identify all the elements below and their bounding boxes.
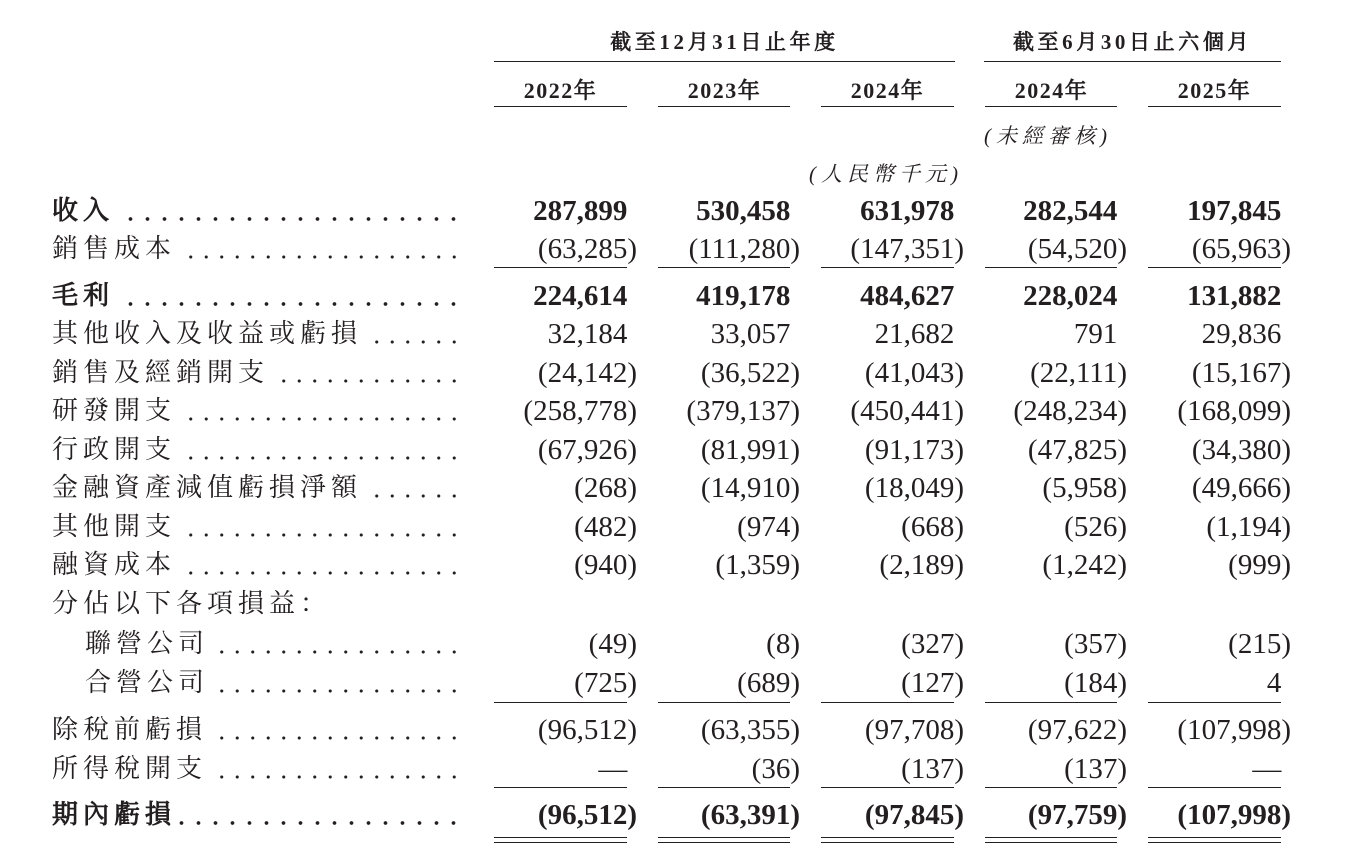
- value-h1-2024: (137): [1064, 753, 1127, 785]
- dot-leader: [209, 711, 462, 749]
- value-fy2024: 484,627: [860, 280, 955, 312]
- value-fy2022: (24,142): [537, 357, 637, 389]
- row-label-container: [52, 546, 462, 584]
- year-header-h1-2025: 2025年: [1177, 78, 1252, 103]
- value-fy2024: 631,978: [860, 195, 955, 227]
- value-h1-2025: 131,882: [1187, 280, 1282, 312]
- dot-leader: [116, 277, 462, 315]
- row-label: 期內虧損: [52, 800, 177, 829]
- value-fy2023: 419,178: [696, 280, 791, 312]
- dot-leader: [178, 230, 462, 268]
- row-label: 銷售成本: [52, 234, 177, 263]
- column-underline: [821, 267, 954, 268]
- value-h1-2024: 282,544: [1023, 195, 1118, 227]
- value-fy2024: (91,173): [864, 434, 964, 466]
- dot-leader: [116, 192, 462, 230]
- value-fy2023: 530,458: [696, 195, 791, 227]
- column-underline: [658, 267, 790, 268]
- dot-leader: [178, 546, 462, 584]
- row-label-container: [52, 277, 462, 315]
- row-label: 其他收入及收益或虧損: [52, 319, 363, 348]
- double-underline-bottom: [1148, 842, 1281, 843]
- value-fy2023: (81,991): [700, 434, 800, 466]
- row-label-container: [52, 750, 462, 788]
- value-h1-2024: (1,242): [1042, 549, 1127, 581]
- column-underline: [985, 267, 1117, 268]
- row-revenue: [0, 192, 1365, 230]
- value-h1-2025: (107,998): [1177, 714, 1291, 746]
- column-underline: [985, 702, 1117, 703]
- row-income-tax-expense: [0, 750, 1365, 788]
- column-underline: [1148, 787, 1281, 788]
- row-label: 研發開支: [52, 396, 177, 425]
- value-h1-2025: (65,963): [1191, 233, 1291, 265]
- row-administrative-expenses: [0, 431, 1365, 469]
- value-fy2024: (327): [901, 628, 964, 660]
- row-label: 合營公司: [85, 668, 210, 697]
- double-underline-top: [494, 837, 627, 838]
- double-underline-top: [821, 837, 954, 838]
- dot-leader: [271, 354, 462, 392]
- value-fy2022: 224,614: [533, 280, 628, 312]
- value-fy2022: 287,899: [533, 195, 628, 227]
- row-cost-of-sales: [0, 230, 1365, 268]
- dot-leader: [178, 796, 462, 834]
- row-label-container: [52, 354, 462, 392]
- row-label: 收入: [52, 196, 115, 225]
- header-interim-group: 截至6月30日止六個月: [1012, 30, 1253, 54]
- row-label-container: [52, 508, 462, 546]
- value-fy2022: (940): [574, 549, 637, 581]
- value-fy2022: (96,512): [537, 714, 637, 746]
- row-label-container: [85, 625, 462, 663]
- value-fy2022: (268): [574, 472, 637, 504]
- value-h1-2024: (47,825): [1027, 434, 1127, 466]
- value-fy2024: (137): [901, 753, 964, 785]
- column-underline: [658, 702, 790, 703]
- row-label: 所得稅開支: [52, 754, 208, 783]
- value-h1-2024: (184): [1064, 667, 1127, 699]
- dot-leader: [178, 392, 462, 430]
- row-label-container: [52, 796, 462, 834]
- dot-leader: [364, 315, 462, 353]
- double-underline-bottom: [494, 842, 627, 843]
- column-underline: [821, 787, 954, 788]
- dot-leader: [178, 508, 462, 546]
- row-label: 分佔以下各項損益：: [52, 589, 332, 618]
- value-fy2023: (63,355): [700, 714, 800, 746]
- value-h1-2025: (215): [1228, 628, 1291, 660]
- double-underline-top: [1148, 837, 1281, 838]
- dot-leader: [211, 625, 462, 663]
- column-underline: [658, 106, 790, 107]
- row-label: 其他開支: [52, 512, 177, 541]
- row-other-income-gains-losses: [0, 315, 1365, 353]
- value-fy2022: (49): [588, 628, 637, 660]
- value-fy2023: (8): [766, 628, 800, 660]
- row-label: 金融資產減值虧損淨額: [52, 473, 363, 502]
- value-fy2023: (379,137): [686, 395, 800, 427]
- row-gross-profit: [0, 277, 1365, 315]
- column-underline: [494, 702, 627, 703]
- value-fy2024: (668): [901, 511, 964, 543]
- value-h1-2024: (22,111): [1030, 357, 1127, 389]
- value-fy2022: —: [598, 753, 628, 785]
- value-h1-2024: (97,622): [1027, 714, 1127, 746]
- double-underline-top: [985, 837, 1117, 838]
- row-selling-distribution-expenses: [0, 354, 1365, 392]
- column-underline: [985, 787, 1117, 788]
- row-rd-expenses: [0, 392, 1365, 430]
- row-loss-before-tax: [0, 711, 1365, 749]
- value-h1-2025: (168,099): [1177, 395, 1291, 427]
- double-underline-bottom: [658, 842, 790, 843]
- value-h1-2024: (357): [1064, 628, 1127, 660]
- value-fy2024: 21,682: [874, 318, 955, 350]
- dot-leader: [364, 469, 462, 507]
- year-header-fy2023: 2023年: [687, 78, 762, 103]
- header-interim-underline: [984, 61, 1281, 62]
- row-impairment-losses-financial-assets: [0, 469, 1365, 507]
- value-fy2024: (41,043): [864, 357, 964, 389]
- value-h1-2025: 4: [1266, 667, 1282, 699]
- value-fy2023: (689): [737, 667, 800, 699]
- row-label-container: [52, 431, 462, 469]
- value-fy2024: (147,351): [850, 233, 964, 265]
- row-label: 除稅前虧損: [52, 715, 208, 744]
- value-fy2022: (67,926): [537, 434, 637, 466]
- double-underline-bottom: [985, 842, 1117, 843]
- value-h1-2024: 228,024: [1023, 280, 1118, 312]
- value-fy2024: (2,189): [879, 549, 964, 581]
- value-h1-2024: 791: [1073, 318, 1118, 350]
- value-fy2023: (63,391): [700, 799, 800, 831]
- year-header-fy2022: 2022年: [523, 78, 598, 103]
- value-fy2022: (725): [574, 667, 637, 699]
- value-fy2024: (18,049): [864, 472, 964, 504]
- unaudited-note: (未經審核): [984, 124, 1112, 148]
- row-label: 聯營公司: [85, 629, 210, 658]
- value-fy2024: (450,441): [850, 395, 964, 427]
- row-label: 毛利: [52, 281, 115, 310]
- value-h1-2024: (54,520): [1027, 233, 1127, 265]
- row-label: 行政開支: [52, 435, 177, 464]
- row-share-of-results-header: [0, 585, 1365, 623]
- value-fy2024: (97,708): [864, 714, 964, 746]
- value-fy2022: (96,512): [537, 799, 637, 831]
- currency-unit-note: (人民幣千元): [809, 162, 963, 186]
- value-h1-2025: (107,998): [1177, 799, 1291, 831]
- column-underline: [494, 106, 627, 107]
- row-label: 銷售及經銷開支: [52, 358, 270, 387]
- value-fy2022: (63,285): [537, 233, 637, 265]
- row-finance-costs: [0, 546, 1365, 584]
- row-label: 融資成本: [52, 550, 177, 579]
- value-fy2023: (36): [751, 753, 800, 785]
- column-underline: [821, 702, 954, 703]
- value-fy2024: (127): [901, 667, 964, 699]
- row-label-container: [52, 585, 462, 623]
- value-fy2023: (36,522): [700, 357, 800, 389]
- dot-leader: [209, 750, 462, 788]
- value-h1-2025: (15,167): [1191, 357, 1291, 389]
- column-underline: [821, 106, 954, 107]
- row-loss-for-period: [0, 796, 1365, 834]
- value-h1-2024: (248,234): [1013, 395, 1127, 427]
- row-other-expenses: [0, 508, 1365, 546]
- column-underline: [658, 787, 790, 788]
- value-fy2023: 33,057: [710, 318, 791, 350]
- column-underline: [494, 267, 627, 268]
- value-h1-2025: (999): [1228, 549, 1291, 581]
- value-h1-2024: (526): [1064, 511, 1127, 543]
- value-fy2024: (97,845): [864, 799, 964, 831]
- value-fy2022: (258,778): [523, 395, 637, 427]
- year-header-h1-2024: 2024年: [1014, 78, 1089, 103]
- value-h1-2025: —: [1252, 753, 1282, 785]
- value-fy2023: (974): [737, 511, 800, 543]
- value-h1-2025: 29,836: [1201, 318, 1282, 350]
- dot-leader: [178, 431, 462, 469]
- value-h1-2025: (49,666): [1191, 472, 1291, 504]
- double-underline-top: [658, 837, 790, 838]
- row-label-container: [52, 469, 462, 507]
- row-label-container: [52, 192, 462, 230]
- value-fy2023: (14,910): [700, 472, 800, 504]
- column-underline: [1148, 267, 1281, 268]
- value-h1-2025: (34,380): [1191, 434, 1291, 466]
- value-fy2022: 32,184: [547, 318, 628, 350]
- year-header-fy2024: 2024年: [850, 78, 925, 103]
- header-annual-underline: [494, 61, 955, 62]
- dot-leader: [211, 664, 462, 702]
- row-label-container: [85, 664, 462, 702]
- column-underline: [1148, 702, 1281, 703]
- double-underline-bottom: [821, 842, 954, 843]
- column-underline: [985, 106, 1117, 107]
- row-joint-ventures: [0, 664, 1365, 702]
- value-fy2023: (111,280): [688, 233, 800, 265]
- value-h1-2024: (5,958): [1042, 472, 1127, 504]
- value-h1-2025: (1,194): [1206, 511, 1291, 543]
- column-underline: [494, 787, 627, 788]
- header-annual-group: 截至12月31日止年度: [610, 30, 839, 54]
- value-h1-2024: (97,759): [1027, 799, 1127, 831]
- value-fy2023: (1,359): [715, 549, 800, 581]
- column-underline: [1148, 106, 1281, 107]
- row-label-container: [52, 315, 462, 353]
- value-fy2022: (482): [574, 511, 637, 543]
- row-label-container: [52, 392, 462, 430]
- row-associates: [0, 625, 1365, 663]
- row-label-container: [52, 230, 462, 268]
- value-h1-2025: 197,845: [1187, 195, 1282, 227]
- row-label-container: [52, 711, 462, 749]
